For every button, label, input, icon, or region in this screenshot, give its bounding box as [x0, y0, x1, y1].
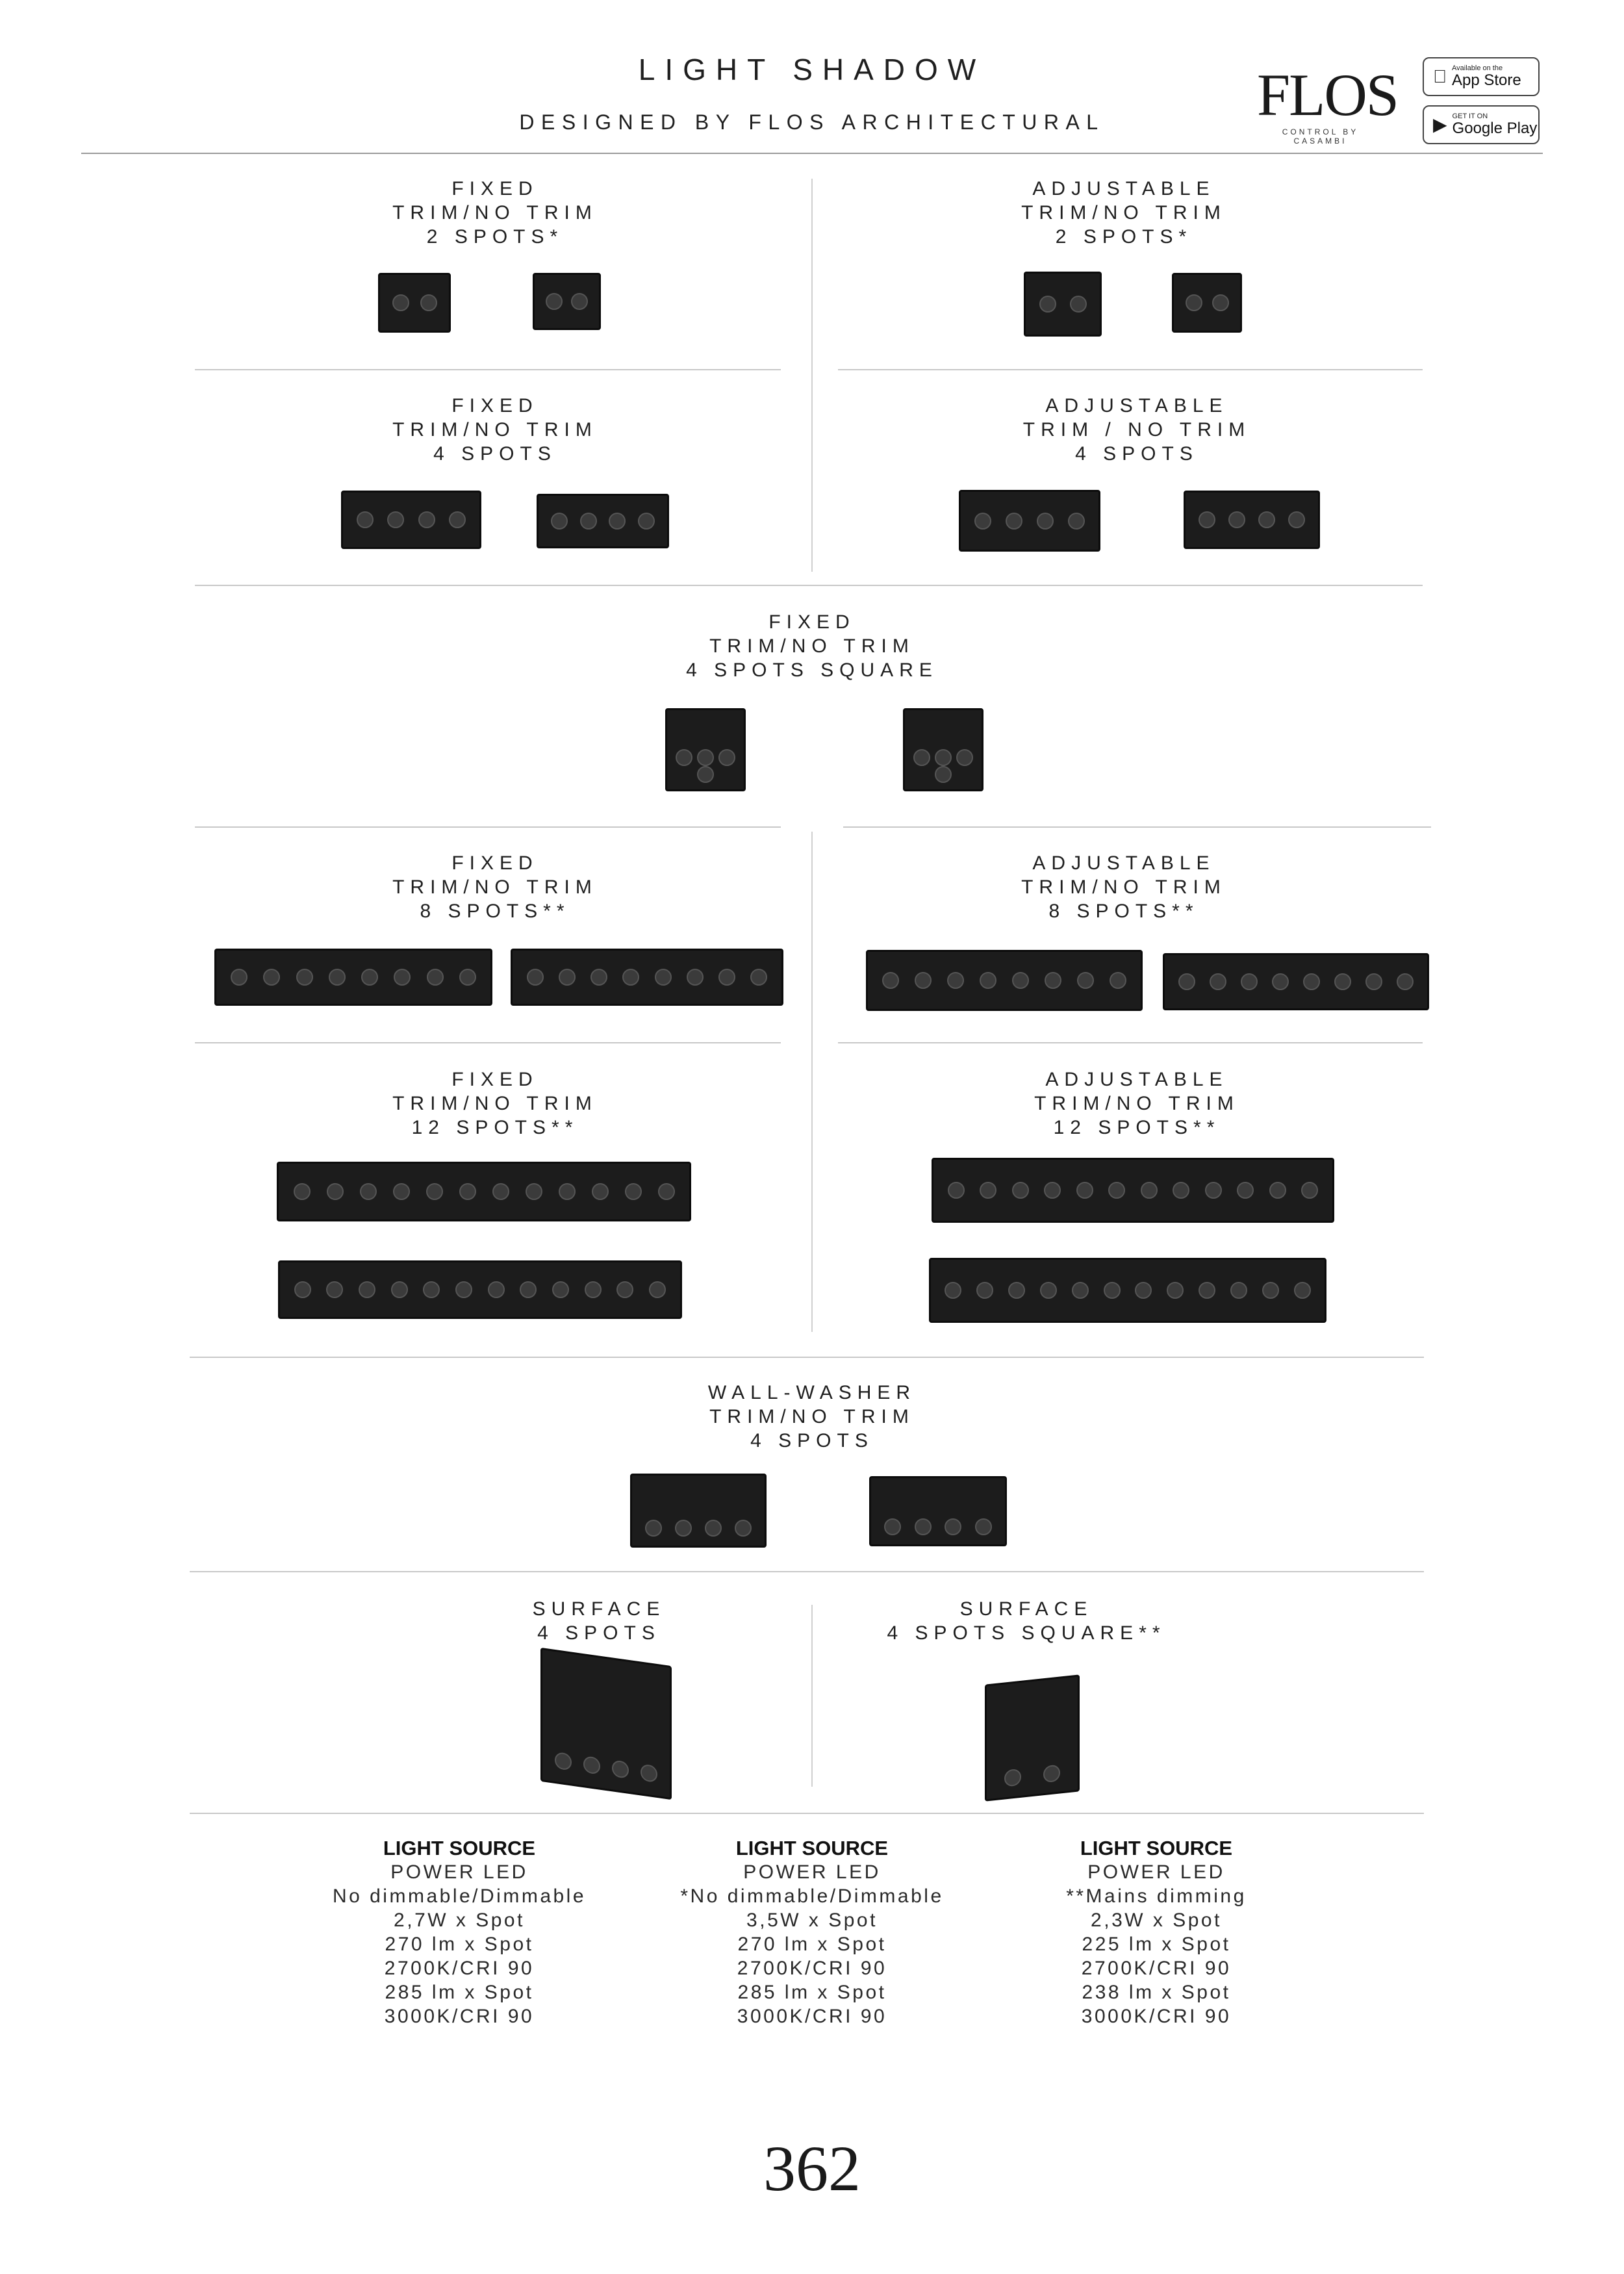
- label-line: ADJUSTABLE: [1032, 852, 1215, 874]
- section-divider: [843, 826, 1431, 828]
- apple-icon: [1433, 68, 1447, 86]
- column-divider: [811, 1605, 813, 1787]
- spec-line: 2700K/CRI 90: [1081, 1958, 1232, 1979]
- flos-logo: [1257, 62, 1398, 146]
- label-surface-4-spots: [469, 1597, 729, 1645]
- product-image: [540, 1648, 672, 1800]
- label-line: ADJUSTABLE: [1032, 178, 1215, 199]
- spec-line: 3000K/CRI 90: [384, 2006, 535, 2027]
- spec-line: 225 lm x Spot: [1082, 1934, 1231, 1955]
- section-divider: [190, 1813, 1424, 1814]
- label-fixed-12-spots: [365, 1067, 625, 1140]
- spec-line: 270 lm x Spot: [737, 1934, 887, 1955]
- product-image: [959, 490, 1100, 552]
- product-image: [341, 491, 481, 549]
- product-image: [537, 494, 669, 548]
- label-line: WALL-WASHER: [707, 1382, 917, 1403]
- spec-line: 2700K/CRI 90: [737, 1958, 887, 1979]
- spec-heading: LIGHT SOURCE: [383, 1837, 536, 1859]
- spec-line: 2,7W x Spot: [394, 1910, 525, 1931]
- label-line: TRIM/NO TRIM: [709, 1406, 915, 1427]
- spec-line: 3000K/CRI 90: [737, 2006, 887, 2027]
- label-line: TRIM/NO TRIM: [392, 419, 598, 441]
- spec-line: 285 lm x Spot: [385, 1982, 534, 2003]
- label-line: TRIM/NO TRIM: [1021, 202, 1226, 224]
- label-line: TRIM/NO TRIM: [392, 1093, 598, 1114]
- product-image: [866, 950, 1143, 1011]
- label-line: SURFACE: [959, 1598, 1093, 1620]
- google-small-text: GET IT ON: [1452, 112, 1488, 120]
- app-store-small-text: Available on the: [1438, 64, 1490, 72]
- label-line: FIXED: [451, 1069, 539, 1090]
- column-divider: [811, 179, 813, 572]
- spec-line: 2,3W x Spot: [1091, 1910, 1222, 1931]
- light-source-col-3: [994, 1836, 1319, 2028]
- label-line: TRIM/NO TRIM: [392, 876, 598, 898]
- header-divider: [81, 153, 1543, 154]
- label-line: 4 SPOTS SQUARE**: [887, 1622, 1166, 1644]
- label-line: TRIM/NO TRIM: [709, 635, 915, 657]
- label-line: 12 SPOTS**: [411, 1117, 579, 1138]
- spec-line: 3000K/CRI 90: [1081, 2006, 1232, 2027]
- label-line: 4 SPOTS: [433, 443, 557, 465]
- section-divider: [190, 1357, 1424, 1358]
- product-image: [278, 1260, 682, 1319]
- spec-line: 2700K/CRI 90: [384, 1958, 535, 1979]
- label-line: 12 SPOTS**: [1053, 1117, 1221, 1138]
- label-line: 4 SPOTS: [750, 1430, 874, 1451]
- section-divider: [838, 1042, 1423, 1043]
- label-line: TRIM/NO TRIM: [1034, 1093, 1239, 1114]
- label-line: ADJUSTABLE: [1045, 1069, 1228, 1090]
- spec-line: POWER LED: [390, 1861, 528, 1883]
- spec-heading: LIGHT SOURCE: [1080, 1837, 1233, 1859]
- label-adjustable-2-spots: [994, 177, 1254, 249]
- logo-text: FLOS: [1257, 62, 1398, 128]
- light-source-col-2: [643, 1836, 981, 2028]
- label-surface-4-spots-square: [864, 1597, 1189, 1645]
- page-title: LIGHT SHADOW: [638, 53, 986, 86]
- spec-line: POWER LED: [743, 1861, 881, 1883]
- label-line: 8 SPOTS**: [420, 901, 570, 922]
- label-fixed-8-spots: [365, 851, 625, 923]
- product-image: [511, 949, 783, 1006]
- label-adjustable-12-spots: [1007, 1067, 1267, 1140]
- page-number: 362: [763, 2132, 861, 2204]
- label-line: 2 SPOTS*: [1055, 226, 1193, 248]
- label-line: TRIM/NO TRIM: [1021, 876, 1226, 898]
- product-image: [277, 1162, 691, 1221]
- label-line: 4 SPOTS: [537, 1622, 661, 1644]
- section-divider: [195, 369, 781, 370]
- label-line: 8 SPOTS**: [1048, 901, 1199, 922]
- product-image: [630, 1474, 767, 1548]
- label-line: FIXED: [451, 395, 539, 416]
- product-image: [533, 273, 601, 330]
- label-adjustable-8-spots: [994, 851, 1254, 923]
- label-line: 4 SPOTS SQUARE: [686, 659, 938, 681]
- label-fixed-4-spots: [365, 394, 625, 466]
- label-line: FIXED: [451, 178, 539, 199]
- product-image: [1163, 953, 1429, 1010]
- spec-line: No dimmable/Dimmable: [332, 1885, 587, 1907]
- product-image: [985, 1674, 1080, 1801]
- spec-line: **Mains dimming: [1066, 1885, 1247, 1907]
- light-source-col-1: [297, 1836, 622, 2028]
- product-image: [1172, 273, 1242, 333]
- product-image: [932, 1158, 1334, 1223]
- product-image: [665, 708, 746, 791]
- spec-line: *No dimmable/Dimmable: [680, 1885, 944, 1907]
- play-icon: ▶: [1433, 114, 1447, 134]
- label-wall-washer: [682, 1381, 942, 1453]
- google-big-text: Google Play: [1452, 120, 1538, 137]
- app-store-big-text: App Store: [1438, 71, 1508, 89]
- column-divider: [811, 832, 813, 1332]
- spec-line: POWER LED: [1087, 1861, 1225, 1883]
- label-line: 4 SPOTS: [1075, 443, 1199, 465]
- label-line: FIXED: [768, 611, 856, 633]
- label-line: TRIM / NO TRIM: [1022, 419, 1251, 441]
- spec-line: 285 lm x Spot: [737, 1982, 887, 2003]
- label-adjustable-4-spots: [994, 394, 1280, 466]
- product-image: [903, 708, 983, 791]
- label-fixed-4-spots-square: [650, 610, 974, 682]
- app-store-badge[interactable]: [1423, 57, 1540, 96]
- logo-subtext: CONTROL BY CASAMBI: [1282, 127, 1359, 146]
- label-fixed-2-spots: [365, 177, 625, 249]
- google-play-badge[interactable]: [1423, 105, 1540, 144]
- product-image: [869, 1476, 1007, 1546]
- page-subtitle: DESIGNED BY FLOS ARCHITECTURAL: [519, 110, 1105, 134]
- section-divider: [195, 1042, 781, 1043]
- label-line: 2 SPOTS*: [426, 226, 564, 248]
- product-image: [1184, 491, 1320, 549]
- spec-line: 238 lm x Spot: [1082, 1982, 1231, 2003]
- label-line: TRIM/NO TRIM: [392, 202, 598, 224]
- label-line: SURFACE: [532, 1598, 666, 1620]
- section-divider: [195, 826, 781, 828]
- product-image: [214, 949, 492, 1006]
- product-image: [929, 1258, 1326, 1323]
- section-divider: [190, 1571, 1424, 1572]
- label-line: FIXED: [451, 852, 539, 874]
- section-divider: [838, 369, 1423, 370]
- spec-line: 3,5W x Spot: [746, 1910, 878, 1931]
- product-image: [1024, 272, 1102, 337]
- spec-heading: LIGHT SOURCE: [735, 1837, 889, 1859]
- section-divider: [195, 585, 1423, 586]
- label-line: ADJUSTABLE: [1045, 395, 1228, 416]
- spec-line: 270 lm x Spot: [385, 1934, 534, 1955]
- product-image: [378, 273, 451, 333]
